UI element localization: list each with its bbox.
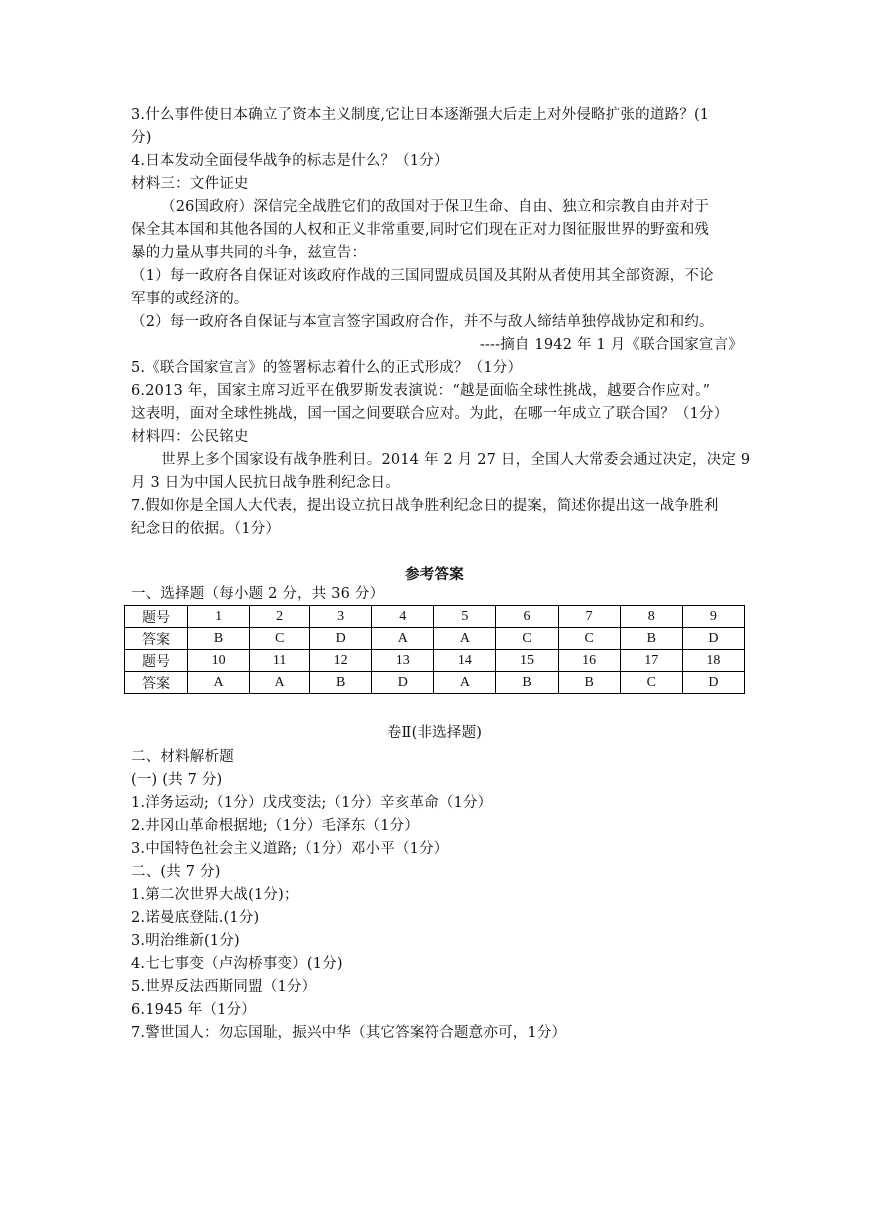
table-cell: A [372,628,434,650]
table-cell: C [620,672,682,694]
volume-2-title: 卷Ⅱ(非选择题) [386,725,483,741]
table-cell: 10 [188,650,250,672]
table-row-label: 题号 [125,650,188,672]
question-3-line-2: 分) [131,130,152,146]
answers-section-2: 二、材料解析题 [131,749,234,765]
table-cell: A [434,672,496,694]
table-cell: 5 [434,606,496,628]
table-cell: C [558,628,620,650]
table-cell: 9 [682,606,744,628]
table-cell: 7 [558,606,620,628]
table-cell: 12 [310,650,372,672]
question-6-line-1: 6.2013 年，国家主席习近平在俄罗斯发表演说：“越是面临全球性挑战，越要合作应对。” [131,383,711,399]
table-cell: C [496,628,558,650]
material-3-source: ----摘自 1942 年 1 月《联合国家宣言》 [479,337,743,353]
table-cell: 4 [372,606,434,628]
table-cell: 11 [250,650,310,672]
material-4-line-2: 月 3 日为中国人民抗日战争胜利纪念日。 [131,475,400,491]
table-cell: 3 [310,606,372,628]
table-cell: C [250,628,310,650]
table-cell: 14 [434,650,496,672]
table-cell: B [188,628,250,650]
table-cell: 13 [372,650,434,672]
table-cell: A [250,672,310,694]
material-3-title: 材料三：文件证史 [131,176,249,192]
table-cell: A [434,628,496,650]
part-2-answer-1: 1.第二次世界大战(1分)； [131,887,299,903]
part-2-answer-5: 5.世界反法西斯同盟（1分） [131,979,317,995]
table-cell: 15 [496,650,558,672]
question-5: 5.《联合国家宣言》的签署标志着什么的正式形成？（1分） [131,360,523,376]
answers-title: 参考答案 [405,566,464,583]
question-7-line-2: 纪念日的依据。（1分） [131,521,281,537]
question-3-line-1: 3.什么事件使日本确立了资本主义制度,它让日本逐渐强大后走上对外侵略扩张的道路？(1 [131,107,710,123]
table-cell: B [310,672,372,694]
material-4-title: 材料四：公民铭史 [131,429,249,445]
material-3-paragraph-line-2: 保全其本国和其他各国的人权和正义非常重要,同时它们现在正对力图征服世界的野蛮和残 [131,222,710,238]
question-7-line-1: 7.假如你是全国人大代表，提出设立抗日战争胜利纪念日的提案，简述你提出这一战争胜利 [131,498,719,514]
table-row-label: 答案 [125,628,188,650]
table-cell: A [188,672,250,694]
table-cell: B [496,672,558,694]
table-row-answers [125,628,745,650]
table-cell: D [372,672,434,694]
material-3-item-1-line-1: （1）每一政府各自保证对该政府作战的三国同盟成员国及其附从者使用其全部资源，不论 [131,268,714,284]
table-cell: 18 [682,650,744,672]
table-row-answers [125,672,745,694]
table-row-label: 题号 [125,606,188,628]
part-1-answer-2: 2.井冈山革命根据地;（1分）毛泽东（1分） [131,818,420,834]
table-cell: 1 [188,606,250,628]
question-6-line-2: 这表明，面对全球性挑战，国一国之间要联合应对。为此，在哪一年成立了联合国？（1分） [131,406,729,422]
part-2-answer-7: 7.警世国人：勿忘国耻，振兴中华（其它答案符合题意亦可，1分） [131,1025,567,1041]
table-cell: 17 [620,650,682,672]
part-2-answer-2: 2.诺曼底登陆.(1分) [131,910,260,926]
part-2-answer-3: 3.明治维新(1分) [131,933,240,949]
part-2-header: 二、(共 7 分) [131,864,221,880]
table-cell: D [310,628,372,650]
table-cell: D [682,672,744,694]
material-3-paragraph-line-1: （26国政府）深信完全战胜它们的敌国对于保卫生命、自由、独立和宗教自由并对于 [161,199,710,215]
table-cell: B [558,672,620,694]
table-cell: D [682,628,744,650]
table-row-numbers [125,606,745,628]
answers-section-1: 一、选择题（每小题 2 分，共 36 分） [131,586,385,602]
table-row-label: 答案 [125,672,188,694]
part-1-answer-3: 3.中国特色社会主义道路;（1分）邓小平（1分） [131,841,449,857]
table-cell: 6 [496,606,558,628]
part-1-header: (一) (共 7 分) [131,772,223,788]
table-cell: 16 [558,650,620,672]
question-4: 4.日本发动全面侵华战争的标志是什么？（1分） [131,153,449,169]
material-3-item-1-line-2: 军事的或经济的。 [131,291,249,307]
table-cell: 8 [620,606,682,628]
part-2-answer-4: 4.七七事变（卢沟桥事变）(1分) [131,956,343,972]
material-4-line-1: 世界上多个国家设有战争胜利日。2014 年 2 月 27 日，全国人大常委会通过决定，决定 9 [161,452,751,468]
part-2-answer-6: 6.1945 年（1分） [131,1002,256,1018]
material-3-paragraph-line-3: 暴的力量从事共同的斗争，兹宣告： [131,245,367,261]
material-3-item-2: （2）每一政府各自保证与本宣言签字国政府合作，并不与敌人缔结单独停战协定和和约。 [131,314,714,330]
table-row-numbers [125,650,745,672]
part-1-answer-1: 1.洋务运动;（1分）戊戌变法;（1分）辛亥革命（1分） [131,795,493,811]
table-cell: 2 [250,606,310,628]
table-cell: B [620,628,682,650]
answer-table [124,605,745,694]
